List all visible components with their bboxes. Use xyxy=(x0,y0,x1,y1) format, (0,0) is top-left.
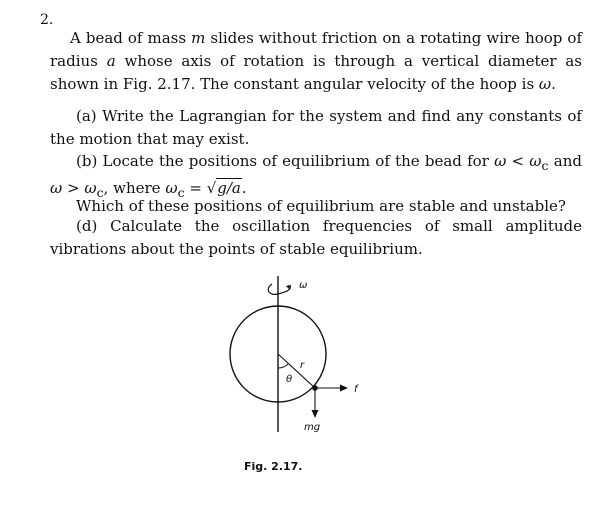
intro-text-1: A bead of mass xyxy=(70,29,192,47)
critical-omega: ω xyxy=(165,179,178,197)
equals-sign: = xyxy=(184,179,207,197)
omega-symbol: ω xyxy=(538,75,552,93)
part-d: (d) Calculate the oscillation frequencies of small amplitude vibrations about the points of stable equilibrium. xyxy=(50,217,582,258)
hoop-figure xyxy=(220,272,380,444)
part-b-text-4: . xyxy=(241,179,247,197)
radius-line xyxy=(278,354,315,388)
part-a: (a) Write the Lagrangian for the system and find any constants of the motion that may exist. xyxy=(50,107,582,148)
weight-arrowhead xyxy=(312,410,319,418)
rotation-arrow xyxy=(268,284,290,294)
theta-label: θ xyxy=(286,374,293,385)
mg-label: mg xyxy=(304,422,321,433)
condition-greater-sub: c xyxy=(96,185,104,200)
f-label: f xyxy=(354,384,358,395)
r-label: r xyxy=(300,360,305,371)
condition-greater: ω > ω xyxy=(50,179,97,197)
problem-statement xyxy=(50,27,582,96)
part-b-text-2: and xyxy=(548,152,582,170)
force-f-arrowhead xyxy=(340,385,348,392)
condition-less: ω < ω xyxy=(494,152,542,170)
sqrt-radicand: g/a xyxy=(217,179,241,197)
problem-number: 2. xyxy=(40,12,54,28)
part-c: Which of these positions of equilibrium are stable and unstable? xyxy=(76,197,566,215)
radius-symbol: a xyxy=(106,52,116,70)
intro-text-4: . xyxy=(551,75,556,93)
figure-caption: Fig. 2.17. xyxy=(244,460,303,473)
intro-text-2: slides without friction on a rotating wire hoop of radius xyxy=(50,29,582,70)
intro-text-3: whose axis of rotation is through a vertical diameter as shown in Fig. 2.17. The constant angular velocity of the hoop is xyxy=(50,52,583,93)
omega-label: ω xyxy=(299,280,308,291)
part-b-text-3: , where xyxy=(103,179,166,197)
mass-symbol: m xyxy=(191,29,206,47)
theta-arc xyxy=(278,364,288,368)
part-b-text-1: (b) Locate the positions of equilibrium of the bead for xyxy=(76,152,495,170)
sqrt-symbol: √ xyxy=(206,179,217,197)
critical-omega-sub: c xyxy=(177,185,185,200)
condition-less-sub: c xyxy=(541,158,549,173)
